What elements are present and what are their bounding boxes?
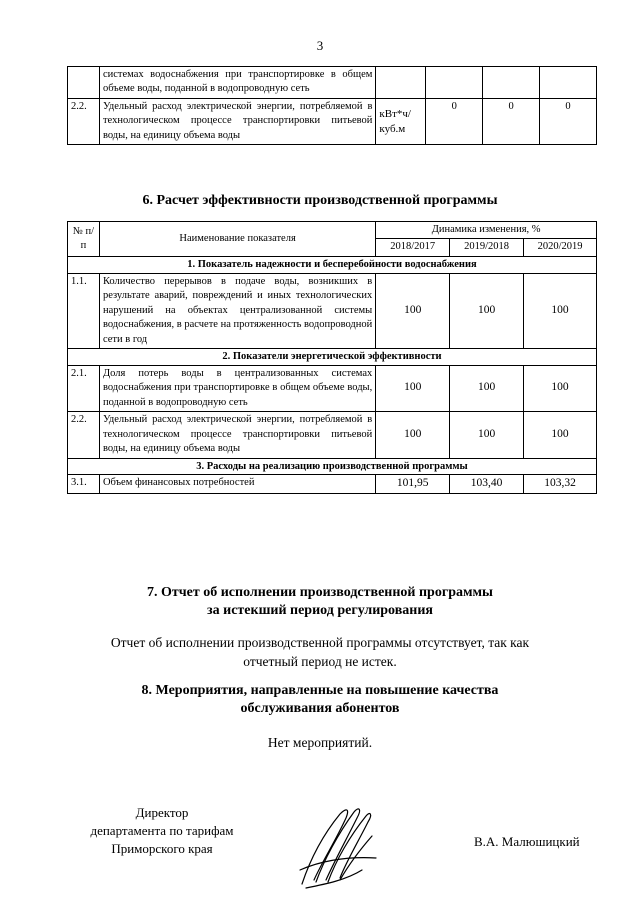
value-cell: 103,40	[450, 475, 524, 494]
row-number	[68, 67, 100, 99]
value-cell: 0	[426, 98, 483, 144]
section-7-body	[0, 633, 640, 671]
section-7-title-line1: 7. Отчет об исполнении производственной программы	[146, 585, 493, 600]
value-cell	[426, 67, 483, 99]
section-8-title-line1: 8. Мероприятия, направленные на повышение качества	[141, 683, 499, 698]
section-8-title-line2: обслуживания абонентов	[240, 701, 400, 716]
signer-name: В.А. Малюшицкий	[474, 834, 580, 849]
value-cell: 100	[524, 412, 597, 458]
efficiency-table	[67, 221, 597, 494]
value-cell: 100	[524, 365, 597, 411]
table-row	[68, 98, 597, 144]
indicator-text: Доля потерь воды в централизованных системах водоснабжения при транспортировке в общем объеме воды, поданной в водопроводную сеть	[99, 365, 375, 411]
table-row	[68, 67, 597, 99]
group-header-row	[68, 349, 597, 366]
row-number: 3.1.	[68, 475, 100, 494]
header-number: № п/п	[68, 222, 100, 257]
value-cell: 100	[450, 273, 524, 348]
header-dynamics: Динамика изменения, %	[376, 222, 597, 239]
handwritten-signature	[296, 800, 380, 892]
row-number: 2.2.	[68, 412, 100, 458]
page-number: 3	[316, 38, 324, 53]
section-7-body-line2: отчетный период не истек.	[243, 654, 397, 669]
group-header-row	[68, 458, 597, 475]
indicator-text: Количество перерывов в подаче воды, возникших в результате аварий, повреждений и иных технологических нарушений на объектах централизованной системы водоснабжения, в расчете на протяженность водопроводной сети в год	[99, 273, 375, 348]
header-year: 2019/2018	[450, 239, 524, 256]
table-header-row	[68, 222, 597, 239]
group-header-row	[68, 256, 597, 273]
indicator-text: системах водоснабжения при транспортировке в общем объеме воды, поданной в водопроводную сеть	[99, 67, 375, 99]
section-7-body-line1: Отчет об исполнении производственной программы отсутствует, так как	[110, 635, 530, 650]
indicator-text: Удельный расход электрической энергии, потребляемой в технологическом процессе транспортировки питьевой воды, на единицу объема воды	[99, 98, 375, 144]
signer-position	[62, 804, 262, 858]
row-number: 2.1.	[68, 365, 100, 411]
value-cell	[540, 67, 597, 99]
group-title: 1. Показатель надежности и бесперебойности водоснабжения	[68, 256, 597, 273]
value-cell: 100	[524, 273, 597, 348]
section-7-title-line2: за истекший период регулирования	[207, 603, 433, 618]
section-7-title	[0, 584, 640, 620]
group-title: 3. Расходы на реализацию производственной программы	[68, 458, 597, 475]
header-year: 2018/2017	[376, 239, 450, 256]
section-8-title	[0, 682, 640, 718]
section-6-title: 6. Расчет эффективности производственной программы	[142, 193, 498, 208]
value-cell: 0	[483, 98, 540, 144]
value-cell: 100	[376, 365, 450, 411]
value-cell: 103,32	[524, 475, 597, 494]
table-row	[68, 475, 597, 494]
value-cell: 101,95	[376, 475, 450, 494]
continued-indicator-table	[67, 66, 597, 145]
value-cell: 0	[540, 98, 597, 144]
header-year: 2020/2019	[524, 239, 597, 256]
table-row	[68, 273, 597, 348]
value-cell: 100	[376, 273, 450, 348]
row-number: 1.1.	[68, 273, 100, 348]
group-title: 2. Показатели энергетической эффективности	[68, 349, 597, 366]
section-8-body: Нет мероприятий.	[267, 735, 373, 750]
row-number: 2.2.	[68, 98, 100, 144]
value-cell: 100	[376, 412, 450, 458]
signer-position-line3: Приморского края	[111, 841, 213, 856]
indicator-text: Удельный расход электрической энергии, потребляемой в технологическом процессе транспортировки питьевой воды, на единицу объема воды	[99, 412, 375, 458]
signer-position-line1: Директор	[135, 805, 189, 820]
header-name: Наименование показателя	[99, 222, 375, 257]
value-cell	[483, 67, 540, 99]
value-cell: 100	[450, 412, 524, 458]
unit-cell: кВт*ч/ куб.м	[376, 98, 426, 144]
unit-cell	[376, 67, 426, 99]
signer-position-line2: департамента по тарифам	[90, 823, 234, 838]
table-row	[68, 365, 597, 411]
indicator-text: Объем финансовых потребностей	[99, 475, 375, 494]
table-row	[68, 412, 597, 458]
value-cell: 100	[450, 365, 524, 411]
